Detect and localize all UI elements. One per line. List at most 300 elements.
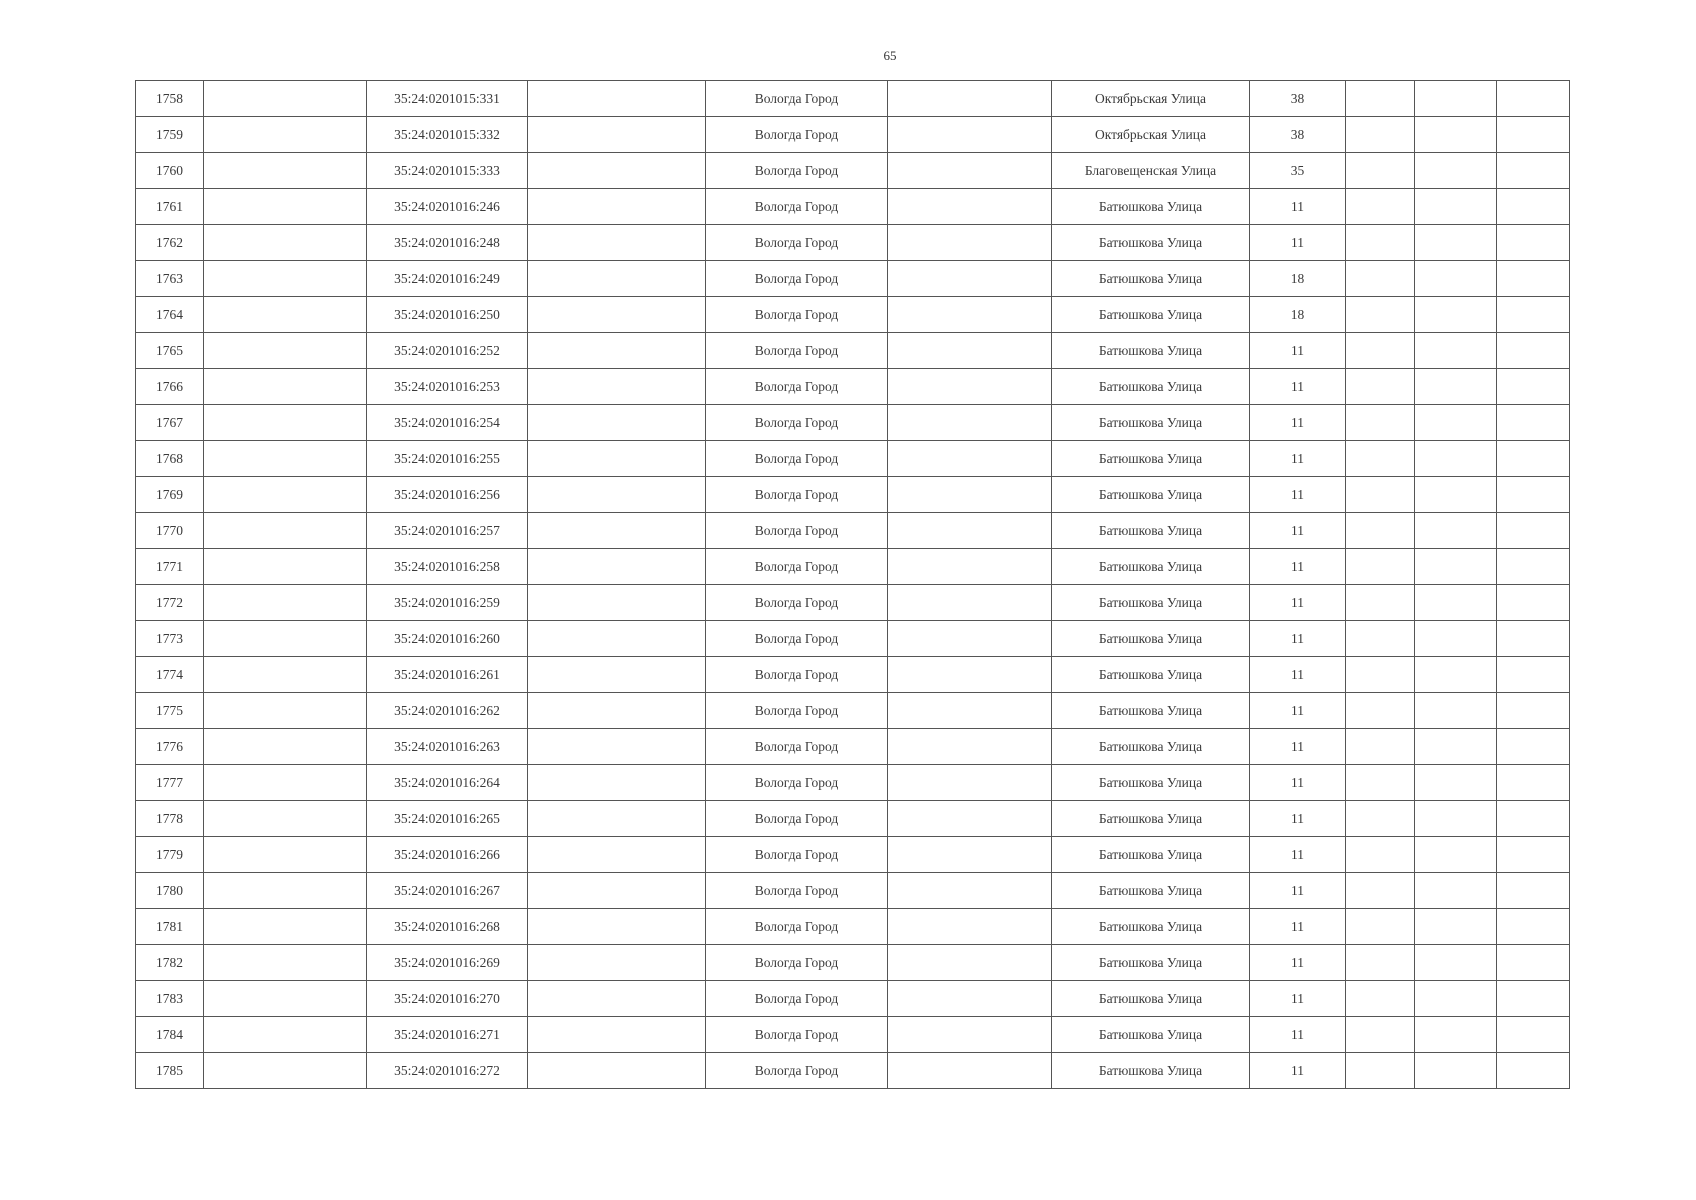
street-cell: Батюшкова Улица [1052,549,1250,585]
house-number-cell: 11 [1250,333,1346,369]
empty-cell [1497,945,1570,981]
empty-cell [1415,297,1497,333]
cadastral-number-cell: 35:24:0201016:255 [367,441,528,477]
table-row [136,873,1570,909]
empty-cell [888,1017,1052,1053]
house-number-cell: 11 [1250,657,1346,693]
table-row [136,549,1570,585]
empty-cell [1346,225,1415,261]
empty-cell [1497,333,1570,369]
empty-cell [1497,585,1570,621]
empty-cell [1415,513,1497,549]
city-cell: Вологда Город [706,513,888,549]
street-cell: Батюшкова Улица [1052,693,1250,729]
empty-cell [1497,261,1570,297]
empty-cell [1497,657,1570,693]
city-cell: Вологда Город [706,369,888,405]
empty-cell [1346,909,1415,945]
empty-cell [888,153,1052,189]
row-number-cell: 1760 [136,153,204,189]
empty-cell [888,513,1052,549]
empty-cell [1415,801,1497,837]
empty-cell [204,729,367,765]
empty-cell [1346,693,1415,729]
house-number-cell: 11 [1250,477,1346,513]
empty-cell [528,549,706,585]
row-number-cell: 1772 [136,585,204,621]
table-row [136,81,1570,117]
empty-cell [528,909,706,945]
empty-cell [528,225,706,261]
empty-cell [204,549,367,585]
table-row [136,369,1570,405]
row-number-cell: 1758 [136,81,204,117]
empty-cell [1346,585,1415,621]
street-cell: Батюшкова Улица [1052,945,1250,981]
table-row [136,729,1570,765]
house-number-cell: 38 [1250,81,1346,117]
empty-cell [1497,153,1570,189]
empty-cell [888,1053,1052,1089]
street-cell: Батюшкова Улица [1052,261,1250,297]
house-number-cell: 18 [1250,297,1346,333]
street-cell: Батюшкова Улица [1052,333,1250,369]
house-number-cell: 11 [1250,837,1346,873]
empty-cell [528,189,706,225]
empty-cell [888,225,1052,261]
empty-cell [204,801,367,837]
empty-cell [1497,1017,1570,1053]
cadastral-number-cell: 35:24:0201016:246 [367,189,528,225]
empty-cell [204,1017,367,1053]
empty-cell [1346,801,1415,837]
empty-cell [204,585,367,621]
empty-cell [1346,333,1415,369]
page-number: 65 [883,48,897,63]
empty-cell [204,405,367,441]
street-cell: Батюшкова Улица [1052,477,1250,513]
row-number-cell: 1770 [136,513,204,549]
row-number-cell: 1763 [136,261,204,297]
empty-cell [1415,909,1497,945]
house-number-cell: 11 [1250,693,1346,729]
empty-cell [1346,981,1415,1017]
empty-cell [204,189,367,225]
empty-cell [204,261,367,297]
empty-cell [1497,405,1570,441]
house-number-cell: 11 [1250,513,1346,549]
empty-cell [1415,477,1497,513]
empty-cell [1497,1053,1570,1089]
empty-cell [888,765,1052,801]
empty-cell [204,225,367,261]
city-cell: Вологда Город [706,297,888,333]
house-number-cell: 18 [1250,261,1346,297]
empty-cell [1415,657,1497,693]
row-number-cell: 1767 [136,405,204,441]
empty-cell [1497,81,1570,117]
empty-cell [1346,621,1415,657]
cadastral-number-cell: 35:24:0201016:272 [367,1053,528,1089]
empty-cell [888,261,1052,297]
empty-cell [1415,729,1497,765]
cadastral-number-cell: 35:24:0201016:268 [367,909,528,945]
table-row [136,153,1570,189]
empty-cell [1346,1053,1415,1089]
table-row [136,441,1570,477]
city-cell: Вологда Город [706,945,888,981]
table-row [136,765,1570,801]
row-number-cell: 1773 [136,621,204,657]
empty-cell [1415,189,1497,225]
city-cell: Вологда Город [706,693,888,729]
street-cell: Батюшкова Улица [1052,585,1250,621]
empty-cell [204,477,367,513]
cadastral-number-cell: 35:24:0201016:264 [367,765,528,801]
city-cell: Вологда Город [706,837,888,873]
empty-cell [888,369,1052,405]
empty-cell [888,657,1052,693]
registry-table [135,80,1570,1089]
empty-cell [528,801,706,837]
empty-cell [528,657,706,693]
house-number-cell: 11 [1250,441,1346,477]
empty-cell [888,117,1052,153]
empty-cell [528,405,706,441]
empty-cell [1346,369,1415,405]
empty-cell [1497,513,1570,549]
street-cell: Батюшкова Улица [1052,225,1250,261]
row-number-cell: 1776 [136,729,204,765]
empty-cell [204,909,367,945]
city-cell: Вологда Город [706,909,888,945]
street-cell: Батюшкова Улица [1052,369,1250,405]
empty-cell [1415,693,1497,729]
cadastral-number-cell: 35:24:0201016:252 [367,333,528,369]
row-number-cell: 1783 [136,981,204,1017]
street-cell: Батюшкова Улица [1052,621,1250,657]
empty-cell [888,909,1052,945]
cadastral-number-cell: 35:24:0201015:331 [367,81,528,117]
city-cell: Вологда Город [706,549,888,585]
row-number-cell: 1766 [136,369,204,405]
empty-cell [1415,117,1497,153]
empty-cell [528,981,706,1017]
house-number-cell: 11 [1250,549,1346,585]
row-number-cell: 1769 [136,477,204,513]
table-row [136,837,1570,873]
cadastral-number-cell: 35:24:0201016:261 [367,657,528,693]
street-cell: Батюшкова Улица [1052,189,1250,225]
empty-cell [1415,261,1497,297]
table-row [136,1017,1570,1053]
empty-cell [204,1053,367,1089]
table-row [136,405,1570,441]
row-number-cell: 1774 [136,657,204,693]
city-cell: Вологда Город [706,1017,888,1053]
empty-cell [204,945,367,981]
row-number-cell: 1777 [136,765,204,801]
cadastral-number-cell: 35:24:0201016:250 [367,297,528,333]
empty-cell [888,189,1052,225]
empty-cell [1497,729,1570,765]
table-row [136,909,1570,945]
empty-cell [1346,405,1415,441]
table-body [136,81,1570,1089]
cadastral-number-cell: 35:24:0201016:257 [367,513,528,549]
table-row [136,657,1570,693]
empty-cell [1415,945,1497,981]
row-number-cell: 1778 [136,801,204,837]
empty-cell [1497,297,1570,333]
house-number-cell: 11 [1250,189,1346,225]
house-number-cell: 11 [1250,369,1346,405]
empty-cell [1346,261,1415,297]
empty-cell [888,549,1052,585]
empty-cell [1497,621,1570,657]
empty-cell [1346,297,1415,333]
city-cell: Вологда Город [706,981,888,1017]
house-number-cell: 11 [1250,765,1346,801]
empty-cell [204,837,367,873]
empty-cell [1415,405,1497,441]
cadastral-number-cell: 35:24:0201016:271 [367,1017,528,1053]
empty-cell [888,333,1052,369]
empty-cell [1415,153,1497,189]
empty-cell [888,621,1052,657]
table-row [136,225,1570,261]
empty-cell [1497,765,1570,801]
street-cell: Батюшкова Улица [1052,441,1250,477]
empty-cell [1346,1017,1415,1053]
empty-cell [1497,801,1570,837]
empty-cell [528,1053,706,1089]
empty-cell [1415,333,1497,369]
cadastral-number-cell: 35:24:0201016:254 [367,405,528,441]
house-number-cell: 11 [1250,1017,1346,1053]
city-cell: Вологда Город [706,801,888,837]
row-number-cell: 1782 [136,945,204,981]
table-row [136,945,1570,981]
city-cell: Вологда Город [706,873,888,909]
table-row [136,297,1570,333]
city-cell: Вологда Город [706,477,888,513]
city-cell: Вологда Город [706,189,888,225]
empty-cell [204,117,367,153]
street-cell: Батюшкова Улица [1052,1017,1250,1053]
empty-cell [1346,513,1415,549]
empty-cell [1346,549,1415,585]
row-number-cell: 1771 [136,549,204,585]
house-number-cell: 11 [1250,405,1346,441]
empty-cell [1497,549,1570,585]
street-cell: Батюшкова Улица [1052,765,1250,801]
empty-cell [1346,81,1415,117]
empty-cell [204,693,367,729]
empty-cell [204,333,367,369]
empty-cell [888,81,1052,117]
empty-cell [1346,657,1415,693]
cadastral-number-cell: 35:24:0201016:267 [367,873,528,909]
empty-cell [1346,873,1415,909]
house-number-cell: 11 [1250,621,1346,657]
city-cell: Вологда Город [706,621,888,657]
city-cell: Вологда Город [706,405,888,441]
table-row [136,477,1570,513]
empty-cell [1415,873,1497,909]
table-row [136,261,1570,297]
table-row [136,513,1570,549]
empty-cell [888,981,1052,1017]
empty-cell [1497,477,1570,513]
table-row [136,621,1570,657]
empty-cell [1346,477,1415,513]
row-number-cell: 1780 [136,873,204,909]
empty-cell [528,945,706,981]
row-number-cell: 1762 [136,225,204,261]
empty-cell [888,729,1052,765]
table-row [136,585,1570,621]
street-cell: Батюшкова Улица [1052,513,1250,549]
empty-cell [204,621,367,657]
empty-cell [1415,621,1497,657]
empty-cell [888,801,1052,837]
empty-cell [528,369,706,405]
row-number-cell: 1784 [136,1017,204,1053]
empty-cell [204,153,367,189]
table-row [136,117,1570,153]
empty-cell [1415,549,1497,585]
row-number-cell: 1764 [136,297,204,333]
empty-cell [1497,837,1570,873]
city-cell: Вологда Город [706,441,888,477]
cadastral-number-cell: 35:24:0201016:259 [367,585,528,621]
empty-cell [1415,441,1497,477]
empty-cell [1415,1053,1497,1089]
street-cell: Батюшкова Улица [1052,729,1250,765]
cadastral-number-cell: 35:24:0201016:265 [367,801,528,837]
cadastral-number-cell: 35:24:0201016:258 [367,549,528,585]
street-cell: Батюшкова Улица [1052,657,1250,693]
city-cell: Вологда Город [706,225,888,261]
empty-cell [204,81,367,117]
empty-cell [888,297,1052,333]
table-row [136,333,1570,369]
empty-cell [1497,693,1570,729]
house-number-cell: 11 [1250,1053,1346,1089]
city-cell: Вологда Город [706,117,888,153]
empty-cell [1346,729,1415,765]
city-cell: Вологда Город [706,261,888,297]
empty-cell [1497,189,1570,225]
empty-cell [528,873,706,909]
cadastral-number-cell: 35:24:0201015:333 [367,153,528,189]
empty-cell [1346,189,1415,225]
cadastral-number-cell: 35:24:0201016:253 [367,369,528,405]
row-number-cell: 1785 [136,1053,204,1089]
empty-cell [528,837,706,873]
house-number-cell: 11 [1250,729,1346,765]
empty-cell [1346,945,1415,981]
empty-cell [1415,981,1497,1017]
empty-cell [528,1017,706,1053]
row-number-cell: 1761 [136,189,204,225]
house-number-cell: 11 [1250,585,1346,621]
empty-cell [528,333,706,369]
cadastral-number-cell: 35:24:0201016:256 [367,477,528,513]
house-number-cell: 11 [1250,225,1346,261]
empty-cell [204,765,367,801]
empty-cell [888,441,1052,477]
street-cell: Батюшкова Улица [1052,801,1250,837]
row-number-cell: 1775 [136,693,204,729]
city-cell: Вологда Город [706,585,888,621]
street-cell: Батюшкова Улица [1052,909,1250,945]
cadastral-number-cell: 35:24:0201016:270 [367,981,528,1017]
empty-cell [528,261,706,297]
city-cell: Вологда Город [706,333,888,369]
street-cell: Благовещенская Улица [1052,153,1250,189]
empty-cell [888,873,1052,909]
empty-cell [1497,441,1570,477]
house-number-cell: 35 [1250,153,1346,189]
empty-cell [1497,225,1570,261]
table-row [136,1053,1570,1089]
empty-cell [204,441,367,477]
house-number-cell: 11 [1250,981,1346,1017]
empty-cell [528,621,706,657]
empty-cell [528,693,706,729]
empty-cell [1497,873,1570,909]
empty-cell [1346,117,1415,153]
empty-cell [204,657,367,693]
empty-cell [1497,909,1570,945]
empty-cell [204,513,367,549]
city-cell: Вологда Город [706,81,888,117]
empty-cell [888,837,1052,873]
empty-cell [528,765,706,801]
empty-cell [528,441,706,477]
street-cell: Октябрьская Улица [1052,81,1250,117]
street-cell: Батюшкова Улица [1052,297,1250,333]
empty-cell [1346,765,1415,801]
empty-cell [528,477,706,513]
cadastral-number-cell: 35:24:0201015:332 [367,117,528,153]
table-row [136,981,1570,1017]
empty-cell [1415,225,1497,261]
empty-cell [888,945,1052,981]
empty-cell [528,117,706,153]
empty-cell [1346,441,1415,477]
empty-cell [528,81,706,117]
cadastral-number-cell: 35:24:0201016:249 [367,261,528,297]
city-cell: Вологда Город [706,1053,888,1089]
empty-cell [888,477,1052,513]
cadastral-number-cell: 35:24:0201016:262 [367,693,528,729]
empty-cell [1415,81,1497,117]
street-cell: Октябрьская Улица [1052,117,1250,153]
row-number-cell: 1765 [136,333,204,369]
empty-cell [528,585,706,621]
table-row [136,693,1570,729]
row-number-cell: 1768 [136,441,204,477]
empty-cell [528,153,706,189]
city-cell: Вологда Город [706,765,888,801]
empty-cell [204,981,367,1017]
house-number-cell: 11 [1250,945,1346,981]
empty-cell [528,297,706,333]
empty-cell [1346,153,1415,189]
